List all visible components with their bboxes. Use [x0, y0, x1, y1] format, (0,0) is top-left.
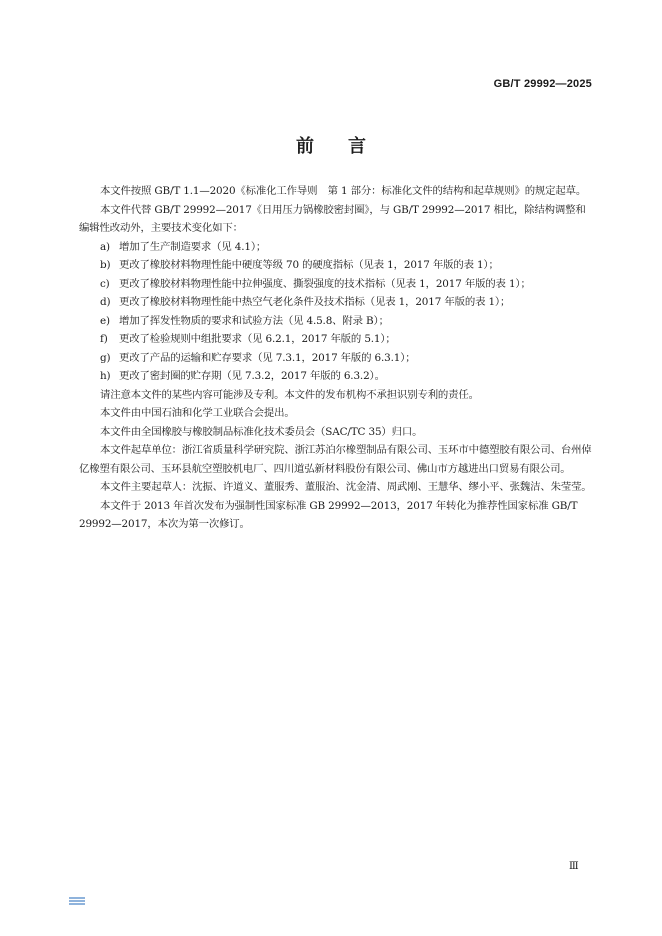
page-title: 前言	[296, 136, 400, 157]
paragraph: 本文件按照 GB/T 1.1—2020《标准化工作导则 第 1 部分：标准化文件的结构和起草规则》的规定起草。	[100, 185, 587, 197]
list-item-text: 更改了橡胶材料物理性能中拉伸强度、撕裂强度的技术指标（见表 1，2017 年版的表 1）；	[119, 277, 531, 290]
list-item-text: 更改了检验规则中组批要求（见 6.2.1，2017 年版的 5.1）；	[119, 333, 396, 345]
list-item-text: 增加了挥发性物质的要求和试验方法（见 4.5.8、附录 B）；	[119, 314, 389, 327]
list-item-text: 增加了生产制造要求（见 4.1）；	[119, 240, 267, 253]
paragraph: 本文件于 2013 年首次发布为强制性国家标准 GB 29992—2013，2017 年转化为推荐性国家标准 GB/T 29992—2017，本次为第一次修订。	[79, 499, 578, 530]
paragraph: 本文件主要起草人：沈振、许道义、董服秀、董服治、沈金清、周武刚、王慧华、缪小平、张魏洁、朱莹莹。	[100, 481, 592, 493]
list-item	[79, 312, 593, 331]
paragraph: 请注意本文件的某些内容可能涉及专利。本文件的发布机构不承担识别专利的责任。	[100, 388, 479, 401]
list-item	[79, 238, 593, 257]
list-item	[79, 293, 593, 312]
list-item-text: 更改了橡胶材料物理性能中热空气老化条件及技术指标（见表 1，2017 年版的表 1）；	[119, 296, 511, 308]
publisher-logo	[69, 897, 85, 905]
list-item	[79, 256, 593, 275]
list-item	[79, 275, 593, 294]
list-item	[79, 349, 593, 368]
paragraph: 本文件代替 GB/T 29992—2017《日用压力锅橡胶密封圈》，与 GB/T 29992—2017 相比，除结构调整和编辑性改动外，主要技术变化如下：	[79, 203, 586, 234]
paragraph: 本文件由中国石油和化学工业联合会提出。	[100, 407, 295, 419]
list-item-tag: a)	[100, 240, 110, 253]
foreword-body	[79, 182, 593, 534]
page-number: Ⅲ	[569, 861, 579, 872]
paragraph: 本文件由全国橡胶与橡胶制品标准化技术委员会（SAC/TC 35）归口。	[100, 425, 423, 438]
list-item-tag: b)	[100, 259, 111, 271]
list-item-text: 更改了密封圈的贮存期（见 7.3.2，2017 年版的 6.3.2）。	[119, 370, 385, 382]
list-item-text: 更改了橡胶材料物理性能中硬度等级 70 的硬度指标（见表 1，2017 年版的表 1）；	[119, 259, 499, 271]
list-item-tag: d)	[100, 296, 111, 308]
paragraph: 本文件起草单位：浙江省质量科学研究院、浙江苏泊尔橡塑制品有限公司、玉环市中德塑胶有限公司、台州倬亿橡塑有限公司、玉环县航空塑胶机电厂、四川道弘新材料股份有限公司、佛山市方越进出口贸易有限公司。	[79, 444, 592, 475]
list-item	[79, 367, 593, 386]
list-item-tag: f)	[100, 333, 108, 345]
list-item-tag: g)	[100, 351, 111, 364]
list-item	[79, 330, 593, 349]
list-item-tag: e)	[100, 314, 110, 327]
standard-number: GB/T 29992—2025	[493, 78, 592, 90]
list-item-text: 更改了产品的运输和贮存要求（见 7.3.1，2017 年版的 6.3.1）；	[119, 351, 416, 364]
list-item-tag: h)	[100, 370, 111, 382]
list-item-tag: c)	[100, 277, 110, 290]
